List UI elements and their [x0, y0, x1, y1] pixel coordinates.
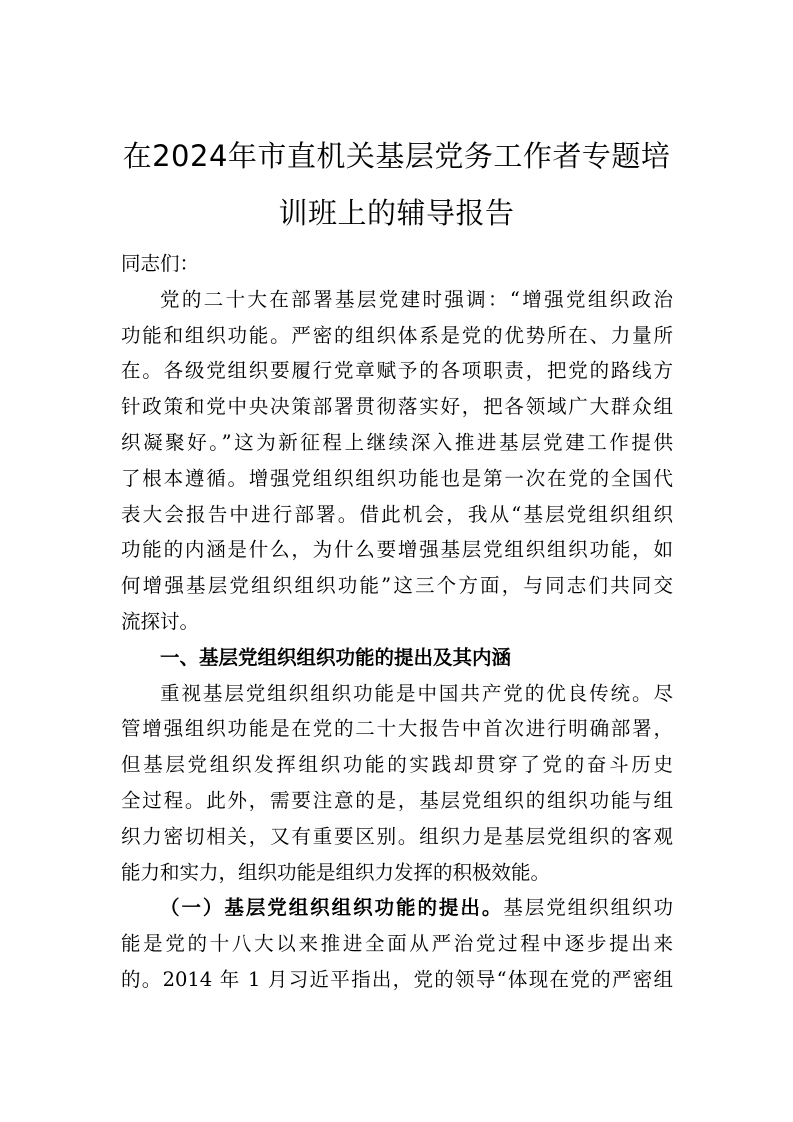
paragraph-line: 但基层党组织发挥组织功能的实践却贯穿了党的奋斗历史: [121, 753, 673, 777]
paragraph-1: [121, 282, 673, 640]
paragraph-line: 织凝聚好。”这为新征程上继续深入推进基层党建工作提供: [121, 430, 673, 454]
section-heading: 一、基层党组织组织功能的提出及其内涵: [160, 645, 512, 669]
paragraph-line: 重视基层党组织组织功能是中国共产党的优良传统。尽: [160, 681, 673, 705]
paragraph-line: 在。各级党组织要履行党章赋予的各项职责，把党的路线方: [121, 359, 673, 383]
paragraph-line: 能力和实力，组织功能是组织力发挥的积极效能。: [121, 860, 551, 884]
document-title-line-1: 在2024年市直机关基层党务工作者专题培: [122, 139, 671, 173]
paragraph-2: [121, 676, 673, 891]
paragraph-line: 的。2014 年 1 月习近平指出，党的领导“体现在党的严密组: [121, 967, 673, 991]
paragraph-line: 管增强组织功能是在党的二十大报告中首次进行明确部署，: [121, 717, 673, 741]
salutation: 同志们：: [121, 252, 200, 275]
paragraph-line: 针政策和党中央决策部署贯彻落实好，把各领域广大群众组: [121, 395, 673, 419]
paragraph-line: 全过程。此外，需要注意的是，基层党组织的组织功能与组: [121, 788, 673, 812]
paragraph-line: 织力密切相关，又有重要区别。组织力是基层党组织的客观: [121, 824, 673, 848]
paragraph-text: 基层党组织组织功: [503, 896, 673, 920]
paragraph-line: 能是党的十八大以来推进全面从严治党过程中逐步提出来: [121, 932, 673, 956]
document-title-line-2: 训班上的辅导报告: [278, 196, 515, 230]
paragraph-line: [121, 890, 673, 926]
paragraph-line: 功能的内涵是什么，为什么要增强基层党组织组织功能，如: [121, 538, 673, 562]
paragraph-line: 流探讨。: [121, 609, 200, 633]
paragraph-line: 何增强基层党组织组织功能”这三个方面，与同志们共同交: [121, 574, 673, 598]
document-body: [121, 246, 673, 998]
subsection-heading: （一）基层党组织组织功能的提出。: [160, 896, 504, 920]
paragraph-line: 表大会报告中进行部署。借此机会，我从“基层党组织组织: [121, 502, 673, 526]
paragraph-line: 功能和组织功能。严密的组织体系是党的优势所在、力量所: [121, 323, 673, 347]
paragraph-line: 党的二十大在部署基层党建时强调：“增强党组织政治: [160, 287, 673, 311]
paragraph-3: [121, 890, 673, 997]
paragraph-line: 了根本遵循。增强党组织组织功能也是第一次在党的全国代: [121, 466, 673, 490]
